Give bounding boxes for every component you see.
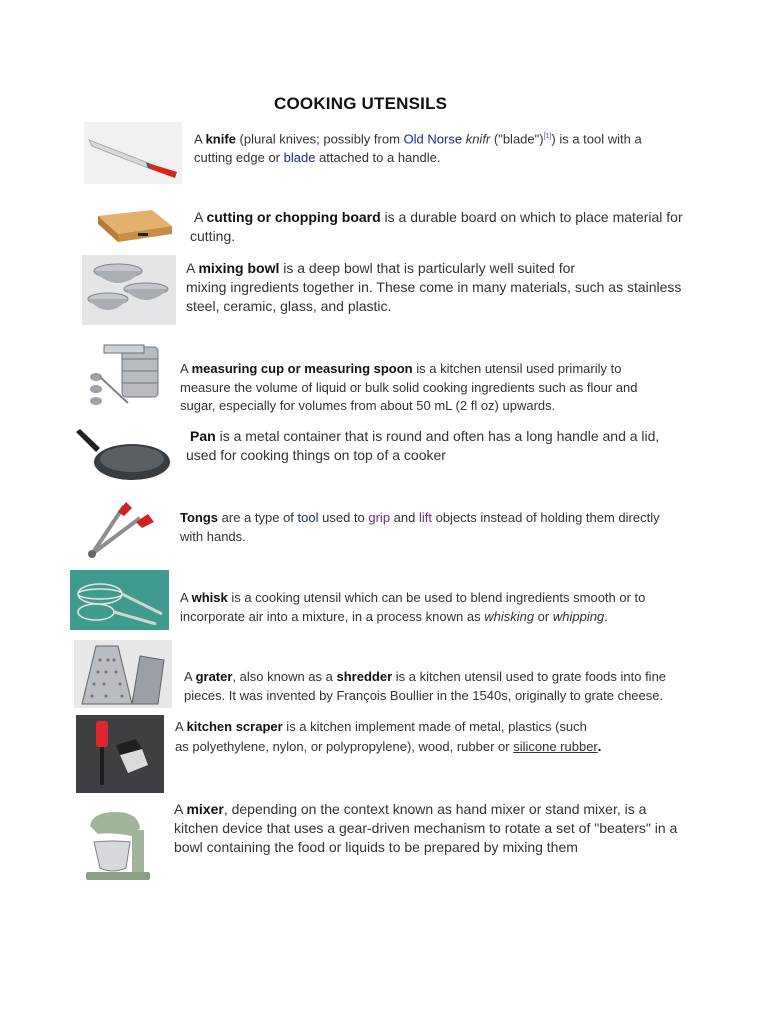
grater-entry: A grater, also known as a shredder is a kitchen utensil used to grate foods into fine pieces. It was invented by François Boullier in the 1540s, originally to grate cheese. [184, 669, 667, 703]
kitchen-scraper-icon [76, 715, 164, 793]
mixing-bowls-icon [82, 255, 176, 325]
frying-pan-icon [72, 426, 174, 486]
tool-link[interactable]: tool [297, 510, 319, 525]
pan-entry: Pan is a metal container that is round and often has a long handle and a lid, used for cooking things on top of a cooker [186, 428, 660, 463]
lift-link[interactable]: lift [418, 510, 432, 525]
blade-link[interactable]: blade [283, 149, 316, 165]
board-entry: A cutting or chopping board is a durable board on which to place material for cutting. [190, 209, 683, 244]
whisk-entry: A whisk is a cooking utensil which can be used to blend ingredients smooth or to incorporate air into a mixture, in a process known as whisking or whipping. [180, 590, 646, 624]
page-title: COOKING UTENSILS [274, 94, 448, 113]
grater-icon [74, 640, 172, 708]
silicone-rubber-link[interactable]: silicone rubber [513, 739, 598, 754]
bowl-entry: A mixing bowl is a deep bowl that is particularly well suited for mixing ingredients together in. These come in many materials, such as stainless steel, ceramic, glass, and plastic. [186, 260, 682, 314]
whisk-icon [70, 570, 169, 630]
citation-link[interactable]: [1] [543, 133, 552, 140]
tongs-icon [84, 500, 164, 560]
knife-entry: A knife (plural knives; possibly from Old Norse knifr ("blade")[1]) is a tool with a cutting edge or blade attached to a handle. [194, 131, 642, 165]
grip-link[interactable]: grip [368, 510, 391, 525]
stand-mixer-icon [72, 806, 158, 886]
cutting-board-icon [92, 196, 176, 254]
old-norse-link[interactable]: Old Norse [403, 131, 463, 147]
measuring-entry: A measuring cup or measuring spoon is a kitchen utensil used primarily to measure the volume of liquid or bulk solid cooking ingredients such as flour and sugar, especially for volumes from about 50 mL (2 fl oz) upwards. [180, 361, 638, 413]
measuring-cups-icon [80, 341, 168, 411]
tongs-entry: Tongs are a type of tool used to grip and lift objects instead of holding them directly with hands. [180, 510, 660, 544]
knife-icon [84, 122, 182, 184]
scraper-entry: A kitchen scraper is a kitchen implement made of metal, plastics (such as polyethylene, nylon, or polypropylene), wood, rubber or silicone rubber. [175, 719, 602, 754]
mixer-entry: A mixer, depending on the context known as hand mixer or stand mixer, is a kitchen device that uses a gear-driven mechanism to rotate a set of "beaters" in a bowl containing the food or liquids to be prepared by mixing them [174, 801, 678, 855]
